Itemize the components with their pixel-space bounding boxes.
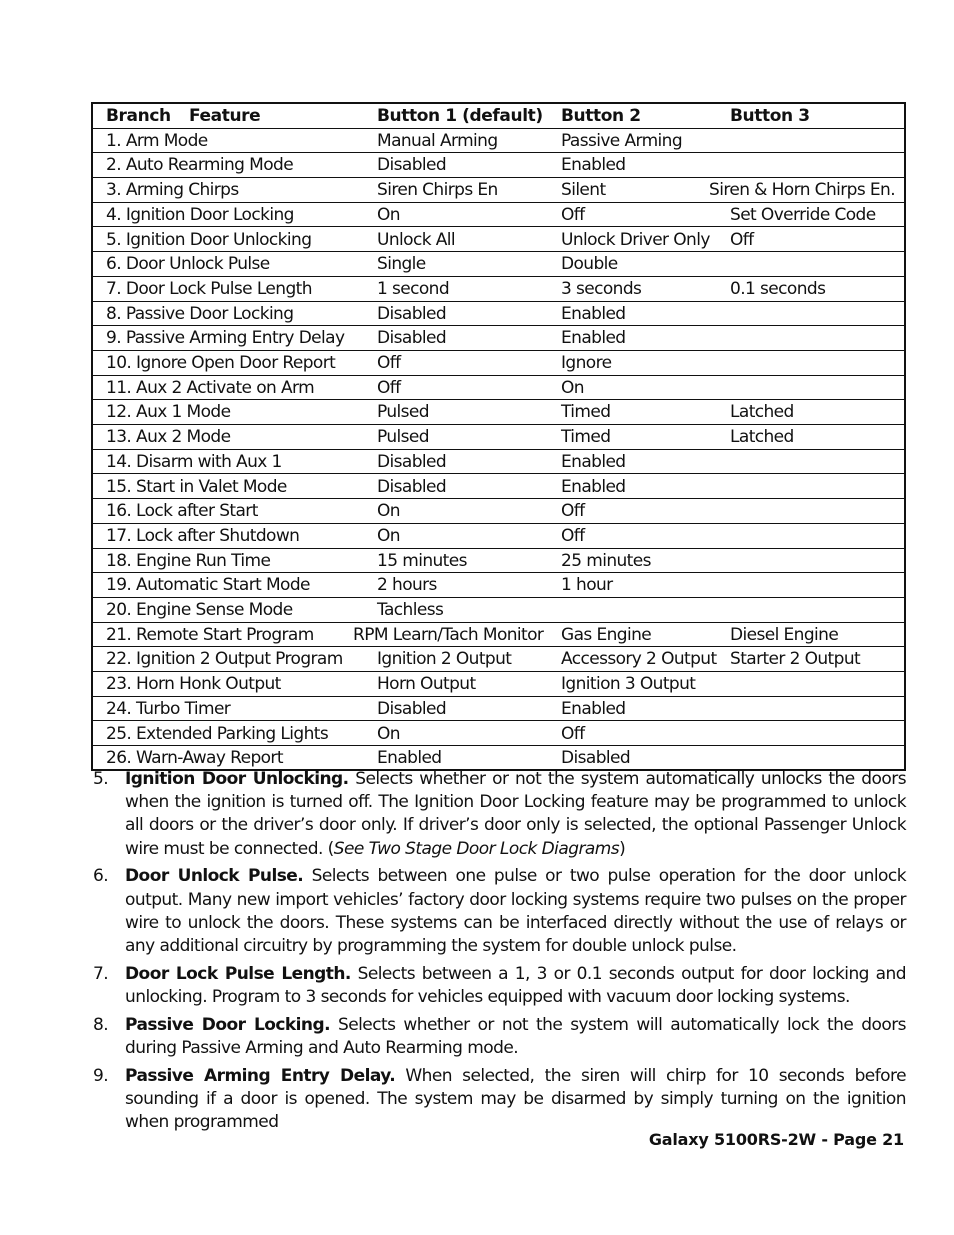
button-2-cell: Enabled	[561, 303, 626, 324]
table-row	[93, 178, 904, 203]
feature-descriptions	[91, 768, 906, 1139]
table-row	[93, 549, 904, 574]
feature-cell: 25. Extended Parking Lights	[106, 723, 329, 744]
button-2-cell: Enabled	[561, 476, 626, 497]
button-2-cell: Ignore	[561, 353, 612, 373]
button-1-cell: Disabled	[377, 476, 447, 497]
button-3-cell: Diesel Engine	[730, 624, 839, 645]
button-1-cell: Disabled	[377, 328, 447, 349]
table-row	[93, 326, 904, 351]
button-3-cell: Off	[730, 229, 754, 250]
button-3-cell: Siren & Horn Chirps En.	[709, 180, 896, 201]
table-row	[93, 376, 904, 401]
table-header-row	[93, 104, 904, 129]
table-row	[93, 573, 904, 598]
item-number: 9.	[93, 1065, 109, 1086]
feature-cell: 14. Disarm with Aux 1	[106, 451, 282, 472]
item-title: Door Lock Pulse Length.	[125, 963, 351, 984]
item-number: 6.	[93, 866, 109, 887]
feature-cell: 21. Remote Start Program	[106, 624, 314, 645]
description-item	[91, 1065, 906, 1135]
button-2-cell: Disabled	[561, 748, 631, 769]
button-2-cell: 25 minutes	[561, 550, 651, 571]
button-1-cell: Ignition 2 Output	[377, 649, 512, 670]
button-1-cell: Disabled	[377, 451, 447, 472]
table-row	[93, 203, 904, 228]
button-1-cell: On	[377, 525, 400, 546]
table-row	[93, 598, 904, 623]
item-text: When selected, the siren will chirp for 10 seconds before sounding if a door is opened. The system may be disarmed by simply turning on the ignition when programmed	[125, 1065, 906, 1133]
table-row	[93, 351, 904, 376]
button-1-cell: RPM Learn/Tach Monitor	[353, 624, 544, 645]
button-1-cell: On	[377, 501, 400, 522]
button-3-cell: Starter 2 Output	[730, 649, 861, 670]
feature-cell: 2. Auto Rearming Mode	[106, 155, 294, 176]
button-3-cell: 0.1 seconds	[730, 278, 826, 299]
button-2-cell: 1 hour	[561, 575, 613, 596]
table-row	[93, 647, 904, 672]
feature-cell: 13. Aux 2 Mode	[106, 427, 231, 448]
feature-cell: 20. Engine Sense Mode	[106, 600, 293, 620]
table-row	[93, 277, 904, 302]
feature-cell: 22. Ignition 2 Output Program	[106, 649, 343, 670]
button-1-cell: Pulsed	[377, 427, 429, 448]
button-1-cell: Single	[377, 254, 426, 275]
button-1-cell: Disabled	[377, 698, 447, 719]
button-2-cell: On	[561, 377, 584, 398]
button-2-cell: Accessory 2 Output	[561, 649, 717, 670]
header-feature: Feature	[189, 106, 261, 126]
page-footer: Galaxy 5100RS-2W - Page 21	[648, 1130, 904, 1149]
feature-cell: 11. Aux 2 Activate on Arm	[106, 377, 315, 398]
table-row	[93, 524, 904, 549]
feature-cell: 17. Lock after Shutdown	[106, 525, 300, 546]
table-row	[93, 475, 904, 500]
programming-table	[91, 102, 906, 771]
header-button-1: Button 1 (default)	[377, 106, 543, 126]
item-title: Passive Door Locking.	[125, 1014, 330, 1035]
feature-cell: 4. Ignition Door Locking	[106, 204, 294, 225]
button-1-cell: Enabled	[377, 748, 442, 769]
table-row	[93, 623, 904, 648]
button-2-cell: Unlock Driver Only	[561, 229, 710, 250]
button-1-cell: Disabled	[377, 303, 447, 324]
button-1-cell: Siren Chirps En	[377, 180, 498, 201]
button-2-cell: Enabled	[561, 328, 626, 349]
table-row	[93, 228, 904, 253]
item-text: Selects between a 1, 3 or 0.1 seconds output for door locking and unlocking. Program to 3 seconds for vehicles equipped with vacuum door locking systems.	[125, 963, 906, 1008]
item-title: Ignition Door Unlocking.	[125, 769, 349, 789]
button-1-cell: On	[377, 204, 400, 225]
feature-cell: 10. Ignore Open Door Report	[106, 353, 336, 373]
button-2-cell: Double	[561, 254, 618, 275]
button-2-cell: 3 seconds	[561, 278, 642, 299]
button-1-cell: 2 hours	[377, 575, 437, 596]
table-row	[93, 153, 904, 178]
button-1-cell: Manual Arming	[377, 130, 498, 151]
button-3-cell: Latched	[730, 427, 794, 448]
table-row	[93, 672, 904, 697]
button-1-cell: Tachless	[377, 600, 444, 620]
description-item	[91, 1014, 906, 1060]
button-2-cell: Enabled	[561, 155, 626, 176]
item-tail: )	[619, 838, 626, 859]
feature-cell: 23. Horn Honk Output	[106, 674, 281, 695]
table-row	[93, 697, 904, 722]
button-2-cell: Passive Arming	[561, 130, 683, 151]
button-1-cell: Disabled	[377, 155, 447, 176]
button-2-cell: Off	[561, 723, 585, 744]
button-2-cell: Gas Engine	[561, 624, 652, 645]
feature-cell: 18. Engine Run Time	[106, 550, 271, 571]
item-text: Selects whether or not the system automatically unlocks the doors when the ignition is turned off. The Ignition Door Locking feature may be programmed to unlock all doors or the driver’s door only. If driver’s door only is selected, the optional Passenger Unlock wire must be connected. (	[125, 769, 906, 859]
button-2-cell: Off	[561, 204, 585, 225]
table-row	[93, 450, 904, 475]
feature-cell: 6. Door Unlock Pulse	[106, 254, 270, 275]
item-italic: See Two Stage Door Lock Diagrams	[333, 838, 620, 859]
description-item	[91, 768, 906, 861]
table-row	[93, 499, 904, 524]
description-item	[91, 963, 906, 1009]
table-row	[93, 129, 904, 154]
button-1-cell: Pulsed	[377, 402, 429, 423]
description-item	[91, 865, 906, 958]
feature-cell: 7. Door Lock Pulse Length	[106, 278, 312, 299]
feature-cell: 26. Warn-Away Report	[106, 748, 283, 769]
button-2-cell: Timed	[561, 402, 611, 423]
button-3-cell: Latched	[730, 402, 794, 423]
feature-cell: 3. Arming Chirps	[106, 180, 239, 201]
button-2-cell: Enabled	[561, 698, 626, 719]
header-branch: Branch	[106, 106, 171, 126]
button-1-cell: Horn Output	[377, 674, 476, 695]
item-text: Selects between one pulse or two pulse operation for the door unlock output. Many new import vehicles’ factory door locking systems require two pulses on the proper wire to unlock the doors. These systems can be interfaced directly without the use of relays or any additional circuitry by programming the system for double unlock pulse.	[125, 866, 906, 957]
button-2-cell: Enabled	[561, 451, 626, 472]
table-row	[93, 425, 904, 450]
table-row	[93, 252, 904, 277]
item-text: Selects whether or not the system will automatically lock the doors during Passive Arming and Auto Rearming mode.	[125, 1014, 906, 1059]
item-title: Door Unlock Pulse.	[125, 866, 304, 887]
button-2-cell: Off	[561, 501, 585, 522]
button-1-cell: 15 minutes	[377, 550, 467, 571]
item-number: 7.	[93, 963, 109, 984]
feature-cell: 19. Automatic Start Mode	[106, 575, 310, 596]
item-number: 8.	[93, 1014, 109, 1035]
feature-cell: 8. Passive Door Locking	[106, 303, 294, 324]
button-2-cell: Timed	[561, 427, 611, 448]
item-number: 5.	[93, 769, 109, 789]
header-button-2: Button 2	[561, 106, 641, 126]
feature-cell: 12. Aux 1 Mode	[106, 402, 231, 423]
button-1-cell: Off	[377, 377, 401, 398]
button-1-cell: Unlock All	[377, 229, 456, 250]
feature-cell: 16. Lock after Start	[106, 501, 258, 522]
header-button-3: Button 3	[730, 106, 810, 126]
table-row	[93, 722, 904, 747]
button-3-cell: Set Override Code	[730, 204, 876, 225]
button-2-cell: Silent	[561, 180, 606, 201]
button-1-cell: 1 second	[377, 278, 450, 299]
feature-cell: 15. Start in Valet Mode	[106, 476, 287, 497]
feature-cell: 5. Ignition Door Unlocking	[106, 229, 312, 250]
table-row	[93, 302, 904, 327]
feature-cell: 24. Turbo Timer	[106, 698, 231, 719]
button-1-cell: Off	[377, 353, 401, 373]
table-row	[93, 400, 904, 425]
button-1-cell: On	[377, 723, 400, 744]
feature-cell: 9. Passive Arming Entry Delay	[106, 328, 345, 349]
item-title: Passive Arming Entry Delay.	[125, 1065, 396, 1086]
feature-cell: 1. Arm Mode	[106, 130, 208, 151]
button-2-cell: Ignition 3 Output	[561, 674, 696, 695]
button-2-cell: Off	[561, 525, 585, 546]
